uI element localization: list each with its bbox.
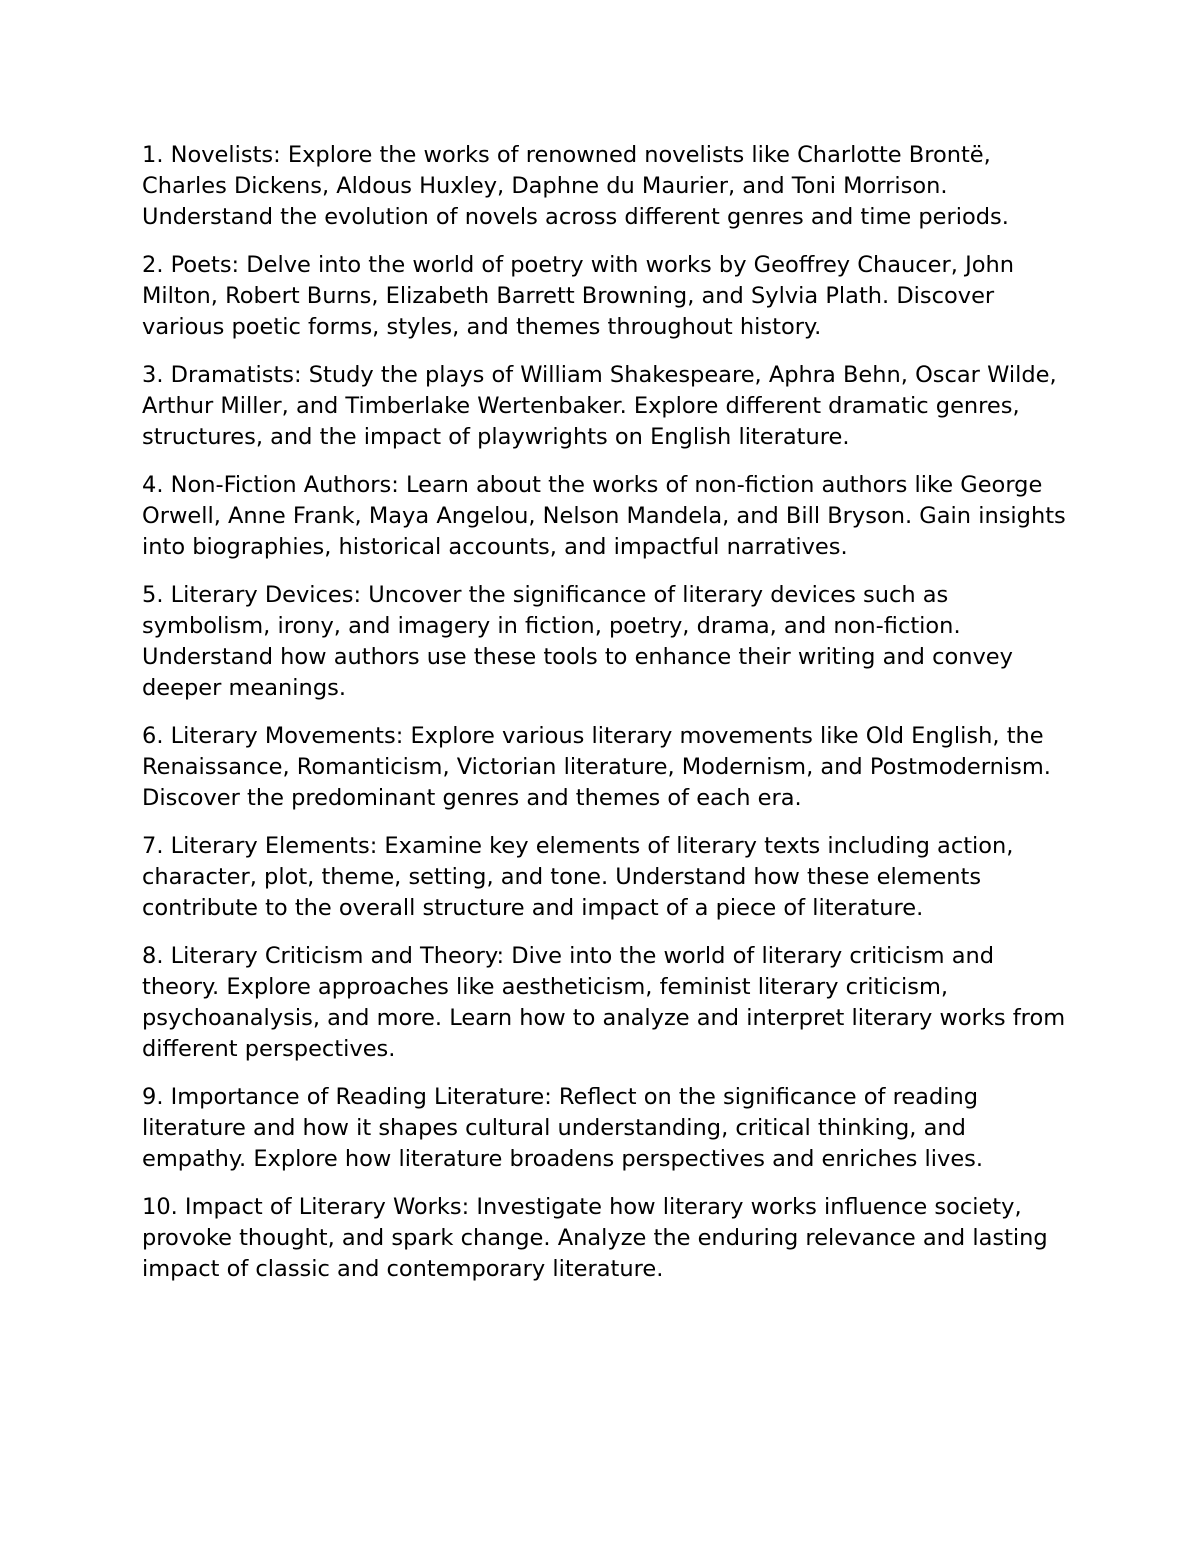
list-item-literary-movements: 6. Literary Movements: Explore various literary movements like Old English, the Renaissance, Romanticism, Victorian literature, Modernism, and Postmodernism. Discover the predominant genres and themes of each era. — [142, 723, 1051, 811]
list-item-impact-of-literary-works: 10. Impact of Literary Works: Investigate how literary works influence society, provoke thought, and spark change. Analyze the enduring relevance and lasting impact of classic and contemporary literature. — [142, 1194, 1048, 1282]
list-item-literary-elements: 7. Literary Elements: Examine key elements of literary texts including action, character, plot, theme, setting, and tone. Understand how these elements contribute to the overall structure and impact of a piece of literature. — [142, 833, 1014, 921]
list-item-dramatists: 3. Dramatists: Study the plays of William Shakespeare, Aphra Behn, Oscar Wilde, Arthur Miller, and Timberlake Wertenbaker. Explore different dramatic genres, structures, and the impact of playwrights on English literature. — [142, 362, 1057, 450]
list-item-importance-of-reading: 9. Importance of Reading Literature: Reflect on the significance of reading literature and how it shapes cultural understanding, critical thinking, and empathy. Explore how literature broadens perspectives and enriches lives. — [142, 1084, 984, 1172]
list-item-poets: 2. Poets: Delve into the world of poetry with works by Geoffrey Chaucer, John Milton, Robert Burns, Elizabeth Barrett Browning, and Sylvia Plath. Discover various poetic forms, styles, and themes throughout history. — [142, 252, 1014, 340]
list-item-novelists: 1. Novelists: Explore the works of renowned novelists like Charlotte Brontë, Charles Dickens, Aldous Huxley, Daphne du Maurier, and Toni Morrison. Understand the evolution of novels across different genres and time periods. — [142, 142, 1009, 230]
document-body — [142, 140, 1072, 1302]
list-item-literary-criticism: 8. Literary Criticism and Theory: Dive into the world of literary criticism and theory. Explore approaches like aestheticism, feminist literary criticism, psychoanalysis, and more. Learn how to analyze and interpret literary works from different perspectives. — [142, 943, 1066, 1062]
list-item-non-fiction-authors: 4. Non-Fiction Authors: Learn about the works of non-fiction authors like George Orwell, Anne Frank, Maya Angelou, Nelson Mandela, and Bill Bryson. Gain insights into biographies, historical accounts, and impactful narratives. — [142, 472, 1066, 560]
list-item-literary-devices: 5. Literary Devices: Uncover the significance of literary devices such as symbolism, irony, and imagery in fiction, poetry, drama, and non-fiction. Understand how authors use these tools to enhance their writing and convey deeper meanings. — [142, 582, 1013, 701]
